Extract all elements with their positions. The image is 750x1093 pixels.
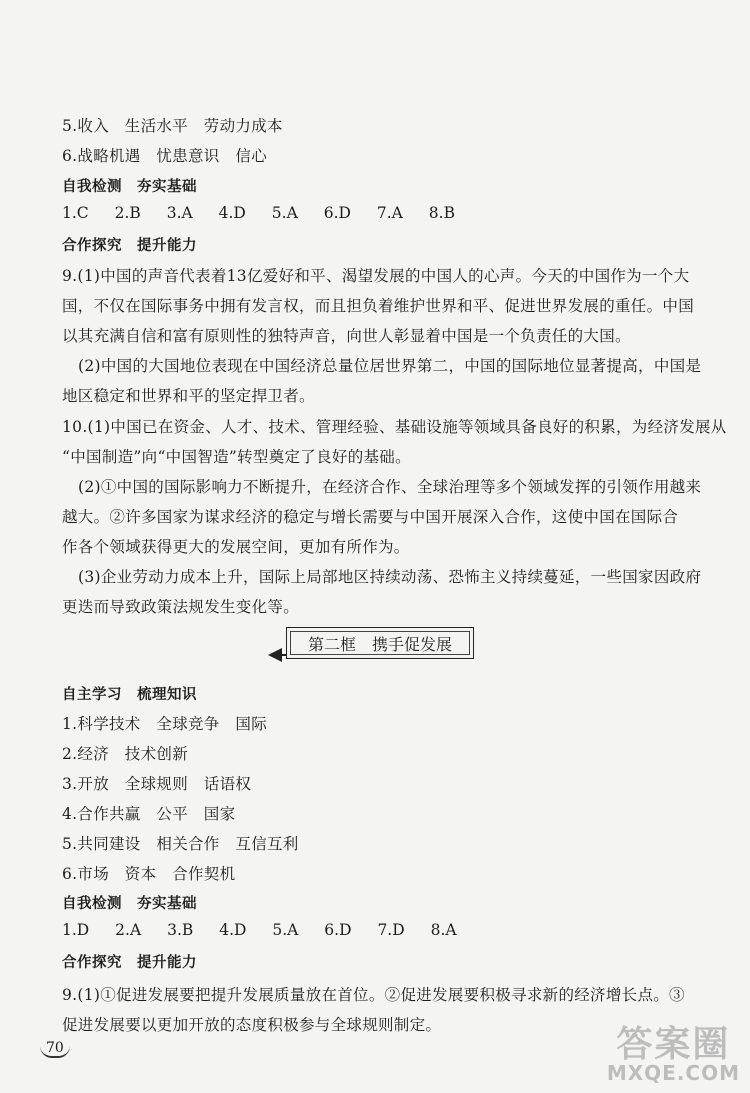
text-line: 3.开放 全球规则 话语权 (62, 775, 252, 793)
text-line: (2)中国的大国地位表现在中国经济总量位居世界第二，中国的国际地位显著提高，中国是 (78, 357, 702, 375)
answer-item: 6.D (324, 921, 352, 939)
answer-item: 3.A (166, 204, 193, 222)
text-line: 9.(1)①促进发展要把提升发展质量放在首位。②促进发展要积极寻求新的经济增长点。③ (62, 986, 685, 1004)
text-line: 4.合作共赢 公平 国家 (62, 805, 236, 823)
section-heading: 自主学习 梳理知识 (62, 687, 197, 703)
page-number: 70 (40, 1040, 70, 1058)
section-heading: 合作探究 提升能力 (62, 955, 197, 971)
answer-row (62, 921, 478, 939)
answer-item: 6.D (323, 204, 351, 222)
watermark-logo (607, 1016, 740, 1085)
text-line: “中国制造”向“中国智造”转型奠定了良好的基础。 (62, 448, 411, 466)
text-line: 地区稳定和世界和平的坚定捍卫者。 (62, 387, 315, 405)
section-title-box (286, 627, 474, 659)
text-line: 6.战略机遇 忧患意识 信心 (62, 147, 267, 165)
answer-item: 7.A (376, 204, 403, 222)
answer-item: 8.A (430, 921, 457, 939)
text-line: 10.(1)中国已在资金、人才、技术、管理经验、基础设施等领域具备良好的积累，为经济发展从 (62, 418, 727, 436)
text-line: 2.经济 技术创新 (62, 745, 188, 763)
answer-item: 1.C (62, 204, 89, 222)
text-line: 6.市场 资本 合作契机 (62, 865, 236, 883)
text-line: 1.科学技术 全球竞争 国际 (62, 715, 267, 733)
text-line: 以其充满自信和富有原则性的独特声音，向世人彰显着中国是一个负责任的大国。 (62, 327, 631, 345)
answer-item: 8.B (428, 204, 455, 222)
text-line: 更迭而导致政策法规发生变化等。 (62, 598, 300, 616)
text-line: 国，不仅在国际事务中拥有发言权，而且担负着维护世界和平、促进世界发展的重任。中国 (62, 297, 695, 315)
answer-row (62, 204, 476, 222)
answer-item: 7.D (377, 921, 405, 939)
answer-item: 5.A (271, 204, 298, 222)
text-line: (3)企业劳动力成本上升，国际上局部地区持续动荡、恐怖主义持续蔓延，一些国家因政府 (78, 568, 702, 586)
watermark-text: 答案圈 (616, 1024, 731, 1065)
answer-item: 1.D (62, 921, 90, 939)
section-title: 第二框 携手促发展 (307, 634, 452, 654)
text-line: 5.共同建设 相关合作 互信互利 (62, 835, 299, 853)
section-heading: 自我检测 夯实基础 (62, 179, 197, 195)
answer-item: 3.B (167, 921, 194, 939)
text-line: 越大。②许多国家为谋求经济的稳定与增长需要与中国开展深入合作，这使中国在国际合 (62, 508, 679, 526)
answer-item: 4.D (219, 921, 247, 939)
section-heading: 合作探究 提升能力 (62, 238, 197, 254)
answer-item: 5.A (272, 921, 299, 939)
text-line: 9.(1)中国的声音代表着13亿爱好和平、渴望发展的中国人的心声。今天的中国作为一个大 (62, 267, 690, 285)
answer-item: 4.D (218, 204, 246, 222)
text-line: 5.收入 生活水平 劳动力成本 (62, 117, 283, 135)
text-line: 促进发展要以更加开放的态度积极参与全球规则制定。 (62, 1016, 442, 1034)
answer-item: 2.A (115, 921, 142, 939)
text-line: (2)①中国的国际影响力不断提升，在经济合作、全球治理等多个领域发挥的引领作用越来 (78, 478, 702, 496)
watermark-url: MXQE.COM (606, 1061, 740, 1085)
answer-item: 2.B (114, 204, 141, 222)
text-line: 作各个领域获得更大的发展空间，更加有所作为。 (62, 538, 410, 556)
section-heading: 自我检测 夯实基础 (62, 896, 197, 912)
